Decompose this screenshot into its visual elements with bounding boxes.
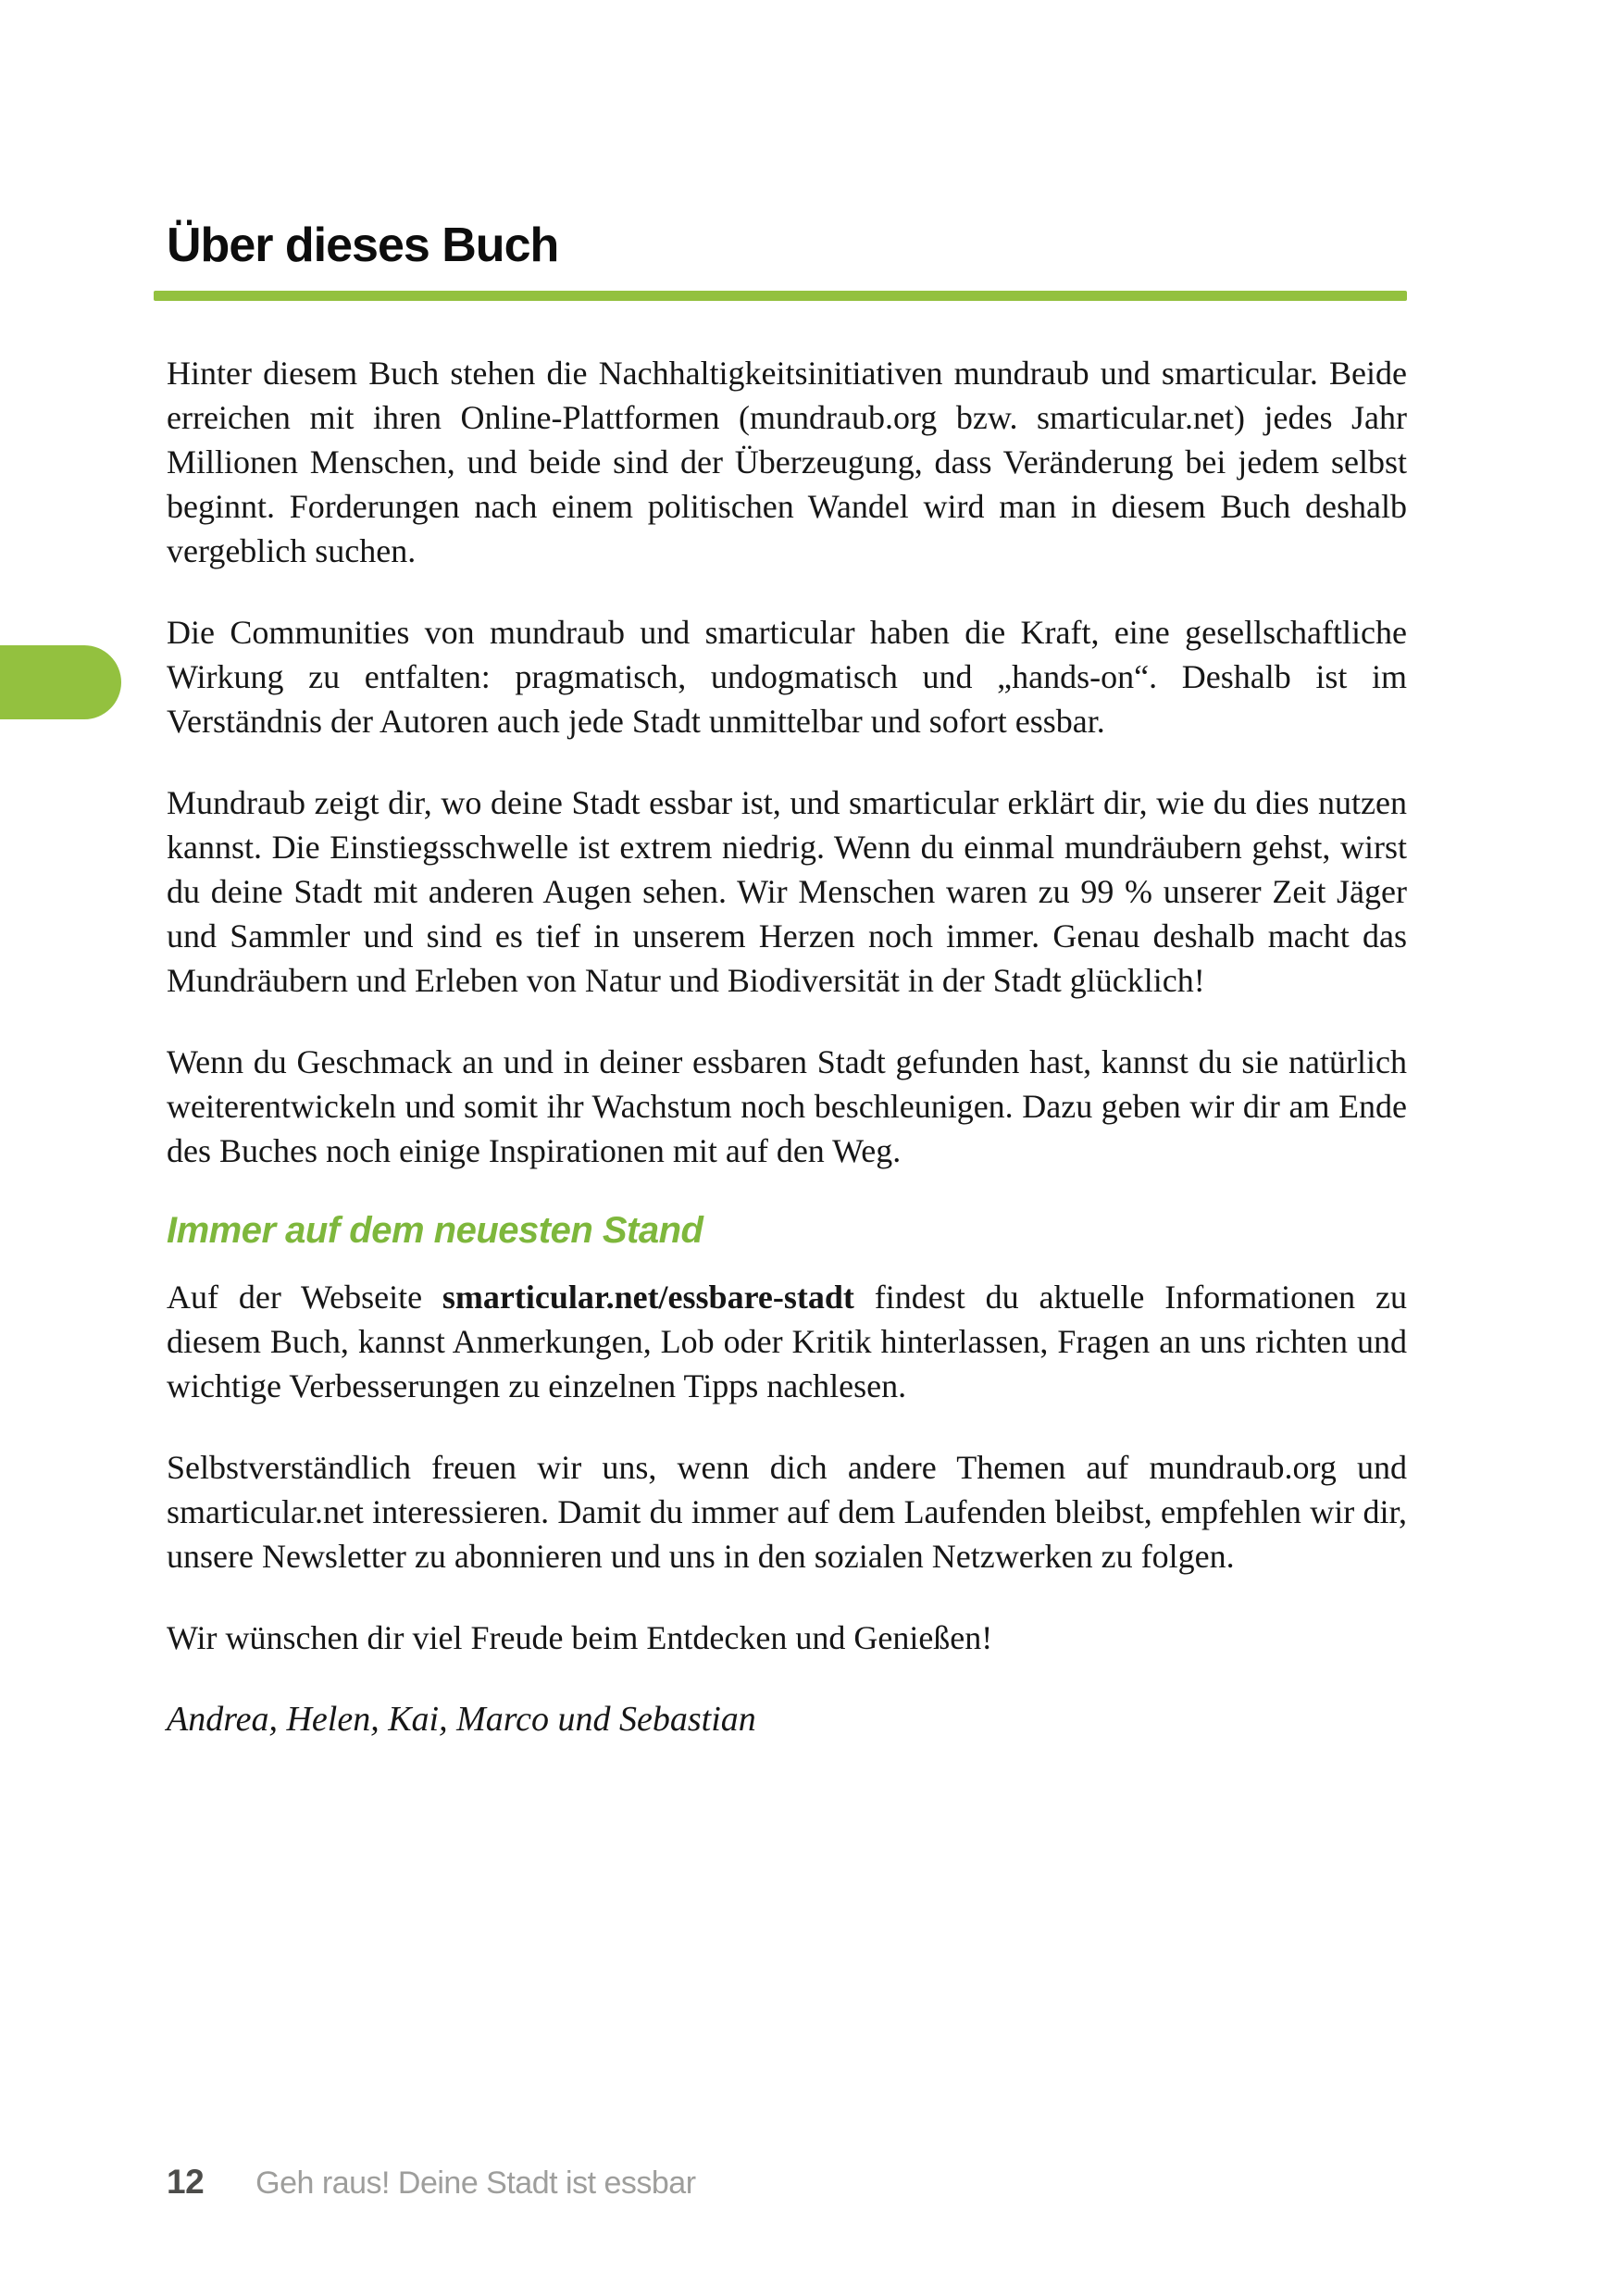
paragraph-webseite <box>167 1275 1407 1408</box>
website-url-text: smarticular.net/essbare-stadt <box>442 1279 854 1316</box>
authors-signature: Andrea, Helen, Kai, Marco und Sebastian <box>167 1700 756 1739</box>
page-content <box>167 216 1407 1741</box>
page-title: Über dieses Buch <box>167 218 559 272</box>
paragraph-webseite-prefix: Auf der Webseite <box>167 1279 442 1316</box>
running-book-title: Geh raus! Deine Stadt ist essbar <box>255 2165 696 2201</box>
paragraph-intro: Hinter diesem Buch stehen die Nachhaltigkeitsinitiativen mundraub und smarticular. Beide erreichen mit ihren Online-Plattformen (mundraub.org bzw. smarticular.net) jedes Jahr Millionen Menschen, und beide sind der Überzeugung, dass Veränderung bei jedem selbst beginnt. Forderungen nach einem politischen Wandel wird man in diesem Buch deshalb vergeblich suchen. <box>167 355 1407 569</box>
paragraph-webseite-suffix: findest du aktuelle Informationen zu diesem Buch, kannst Anmerkungen, Lob oder Kritik hinterlassen, Fragen an uns richten und wichtige Verbesserungen zu einzelnen Tipps nachlesen. <box>167 1279 1407 1404</box>
paragraph-mundraub: Mundraub zeigt dir, wo deine Stadt essbar ist, und smarticular erklärt dir, wie du dies nutzen kannst. Die Einstiegsschwelle ist extrem niedrig. Wenn du einmal mundräubern gehst, wirst du deine Stadt mit anderen Augen sehen. Wir Menschen waren zu 99 % unserer Zeit Jäger und Sammler und sind es tief in unserem Herzen noch immer. Genau deshalb macht das Mundräubern und Erleben von Natur und Biodiversität in der Stadt glücklich! <box>167 784 1407 999</box>
chapter-edge-tab <box>0 645 121 719</box>
page-number: 12 <box>167 2163 205 2201</box>
paragraph-newsletter: Selbstverständlich freuen wir uns, wenn dich andere Themen auf mundraub.org und smarticular.net interessieren. Damit du immer auf dem Laufenden bleibst, empfehlen wir dir, unsere Newsletter zu abonnieren und uns in den sozialen Netzwerken zu folgen. <box>167 1449 1407 1575</box>
paragraph-communities: Die Communities von mundraub und smarticular haben die Kraft, eine gesellschaftliche Wirkung zu entfalten: pragmatisch, undogmatisch und „hands-on“. Deshalb ist im Verständnis der Autoren auch jede Stadt unmittelbar und sofort essbar. <box>167 614 1407 740</box>
page-footer <box>167 2163 696 2202</box>
paragraph-geschmack: Wenn du Geschmack an und in deiner essbaren Stadt gefunden hast, kannst du sie natürlich weiterentwickeln und somit ihr Wachstum noch beschleunigen. Dazu geben wir dir am Ende des Buches noch einige Inspirationen mit auf den Weg. <box>167 1043 1407 1169</box>
section-subheading: Immer auf dem neuesten Stand <box>167 1210 703 1251</box>
paragraph-wunsch: Wir wünschen dir viel Freude beim Entdecken und Genießen! <box>167 1619 993 1656</box>
heading-rule <box>154 291 1407 301</box>
